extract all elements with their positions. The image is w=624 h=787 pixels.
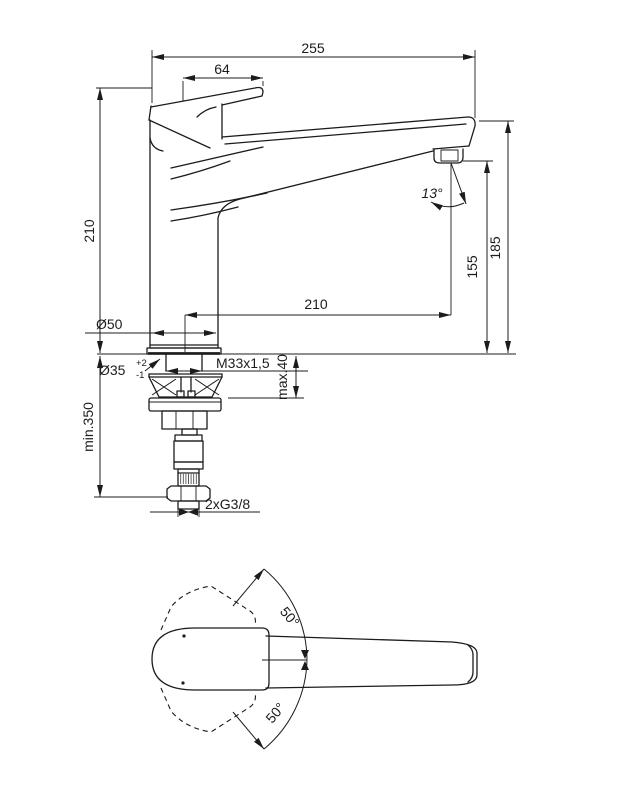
connection-label: 2xG3/8 bbox=[205, 496, 251, 512]
base-diameter-label: Ø50 bbox=[96, 316, 123, 332]
spout-tip bbox=[468, 117, 475, 146]
hose-ferrule-bottom bbox=[174, 462, 203, 469]
dimension-overall-width bbox=[152, 40, 475, 118]
hole-tol-plus-label: +2 bbox=[136, 358, 147, 369]
spout-reach-label: 210 bbox=[304, 296, 328, 312]
hose-length-label: min.350 bbox=[80, 402, 96, 452]
mounting-nut bbox=[162, 411, 207, 429]
reference-dot-lower bbox=[181, 681, 184, 684]
spout-angle-label: 13° bbox=[421, 185, 443, 201]
rotation-arc bbox=[233, 569, 307, 749]
top-view-group bbox=[152, 569, 477, 749]
outlet-height-label: 155 bbox=[464, 255, 480, 279]
dimension-connection bbox=[150, 496, 260, 517]
swing-down-label: 50° bbox=[262, 699, 289, 727]
mounting-bracket bbox=[149, 374, 222, 397]
dimension-spout-reach bbox=[185, 163, 451, 352]
handle-lever bbox=[151, 88, 263, 108]
swing-up-label: 50° bbox=[276, 603, 303, 631]
dimension-spout-angle bbox=[421, 163, 466, 207]
hose-ferrule-top bbox=[175, 435, 202, 441]
spout-underside bbox=[218, 151, 433, 345]
threaded-shank bbox=[166, 354, 202, 371]
hole-tol-minus-label: -1 bbox=[136, 370, 145, 381]
base-escutcheon bbox=[147, 345, 221, 354]
hose-connector bbox=[182, 429, 197, 435]
spout-top-view bbox=[266, 636, 477, 688]
side-view-group bbox=[80, 40, 516, 517]
dimension-handle-projection bbox=[183, 61, 263, 101]
mounting-flange bbox=[149, 398, 221, 411]
reference-dot-upper bbox=[182, 634, 185, 637]
body-height-label: 210 bbox=[81, 219, 97, 243]
thread-stub bbox=[178, 501, 199, 509]
hex-nut bbox=[167, 486, 210, 501]
thread-label: M33x1,5 bbox=[216, 355, 270, 371]
spout-top-height-label: 185 bbox=[487, 236, 503, 260]
handle-skirt bbox=[149, 120, 210, 148]
hole-diameter-label: Ø35 bbox=[99, 362, 126, 378]
deck-thickness-label: max.40 bbox=[274, 354, 290, 400]
handle-top-view bbox=[152, 628, 269, 690]
mounting-hardware bbox=[149, 354, 222, 435]
handle-projection-label: 64 bbox=[214, 61, 230, 77]
overall-width-label: 255 bbox=[301, 40, 325, 56]
dimension-body-height bbox=[81, 88, 152, 353]
dashed-handle-position-upper bbox=[161, 586, 255, 630]
dimension-spout-top-height bbox=[479, 121, 514, 353]
dashed-handle-position-lower bbox=[161, 688, 255, 732]
supply-hose bbox=[167, 435, 210, 509]
braided-hose bbox=[174, 441, 203, 462]
